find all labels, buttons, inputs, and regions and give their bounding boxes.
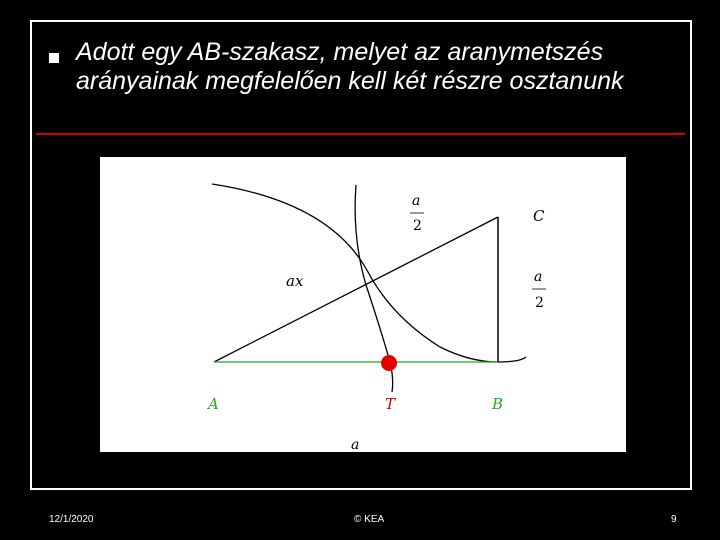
footer-copyright: © KEA bbox=[354, 514, 385, 525]
label-a-half-right-den: 2 bbox=[535, 295, 544, 311]
label-a-half-right-num: a bbox=[534, 269, 543, 285]
label-point-a: A bbox=[208, 395, 219, 413]
hypotenuse-ac bbox=[214, 217, 498, 362]
construction-diagram bbox=[100, 157, 626, 452]
label-c: C bbox=[533, 207, 545, 225]
footer-date: 12/1/2020 bbox=[49, 514, 94, 525]
footer-page-number: 9 bbox=[671, 514, 677, 525]
label-point-t: T bbox=[385, 395, 396, 413]
label-ax: ax bbox=[286, 272, 304, 290]
label-a-bottom: a bbox=[351, 437, 360, 452]
label-point-b: B bbox=[492, 395, 504, 413]
point-t bbox=[381, 355, 397, 371]
label-a-half-top-den: 2 bbox=[413, 218, 422, 234]
arc-from-b bbox=[212, 184, 526, 362]
bullet-icon bbox=[49, 53, 59, 63]
golden-ratio-figure bbox=[100, 157, 626, 452]
title-divider bbox=[36, 133, 685, 135]
label-a-half-top-num: a bbox=[412, 193, 421, 209]
slide-title: Adott egy AB-szakasz, melyet az aranymetszés arányainak megfelelően kell két részre osztanunk bbox=[76, 38, 624, 95]
